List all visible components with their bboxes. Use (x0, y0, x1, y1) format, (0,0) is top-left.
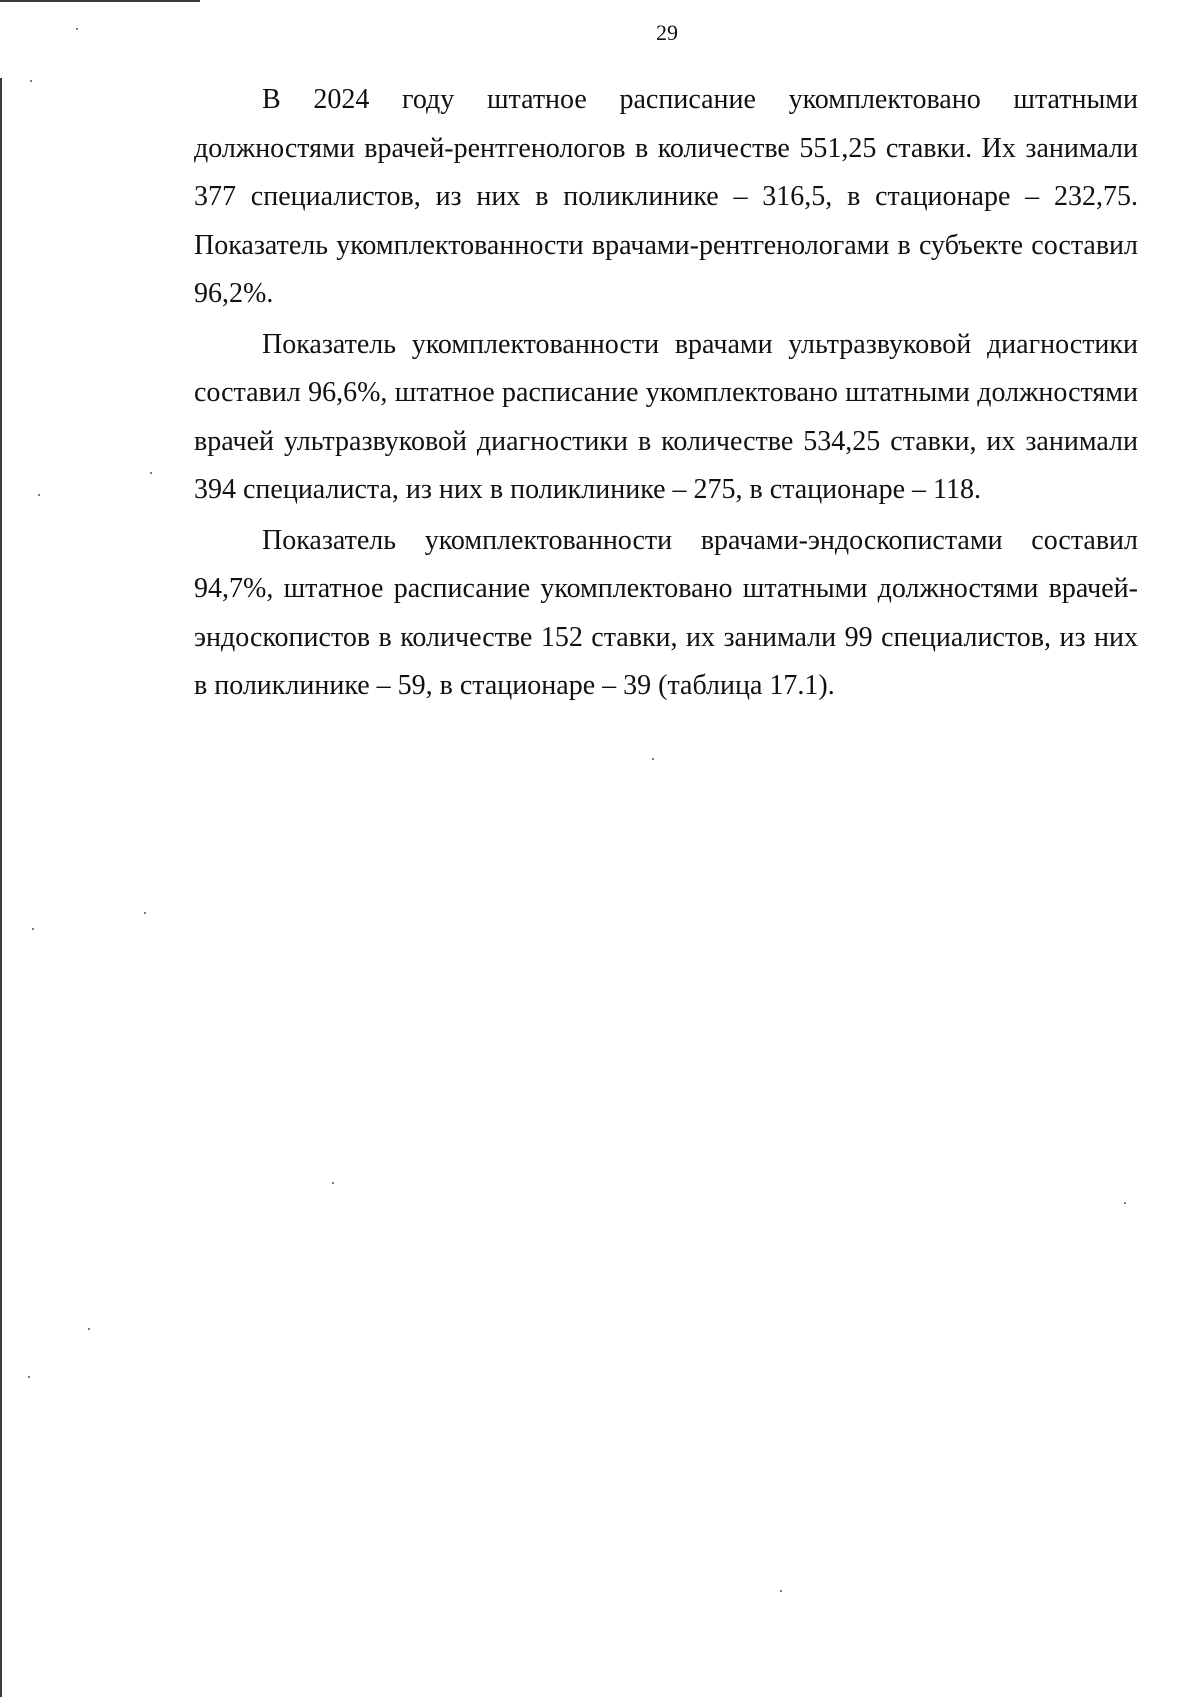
document-body (194, 76, 1138, 713)
scan-speck (38, 494, 40, 496)
scan-speck (88, 1328, 90, 1330)
scan-speck (780, 1590, 782, 1592)
scan-speck (30, 80, 32, 82)
scan-speck (28, 1376, 30, 1378)
scan-speck (144, 912, 146, 914)
scan-speck (150, 472, 152, 474)
paragraph-endoscopists: Показатель укомплектованности врачами-эндоскопистами составил 94,7%, штатное расписание укомплектовано штатными должностями врачей-эндоскопистов в количестве 152 ставки, их занимали 99 специалистов, из них в поликлинике – 59, в стационаре – 39 (таблица 17.1). (194, 524, 1138, 701)
page-number: 29 (656, 20, 678, 45)
scan-speck (652, 758, 654, 760)
scan-left-edge (0, 78, 2, 1697)
scan-speck (32, 928, 34, 930)
scan-top-edge (0, 0, 200, 2)
scan-speck (332, 1182, 334, 1184)
paragraph-ultrasound: Показатель укомплектованности врачами ультразвуковой диагностики составил 96,6%, штатное расписание укомплектовано штатными должностями врачей ультразвуковой диагностики в количестве 534,25 ставки, их занимали 394 специалиста, из них в поликлинике – 275, в стационаре – 118. (194, 328, 1138, 505)
scan-speck (1124, 1202, 1126, 1204)
paragraph-radiologists: В 2024 году штатное расписание укомплектовано штатными должностями врачей-рентгенологов в количестве 551,25 ставки. Их занимали 377 специалистов, из них в поликлинике – 316,5, в стационаре – 232,75. Показатель укомплектованности врачами-рентгенологами в субъекте составил 96,2%. (194, 84, 1138, 309)
